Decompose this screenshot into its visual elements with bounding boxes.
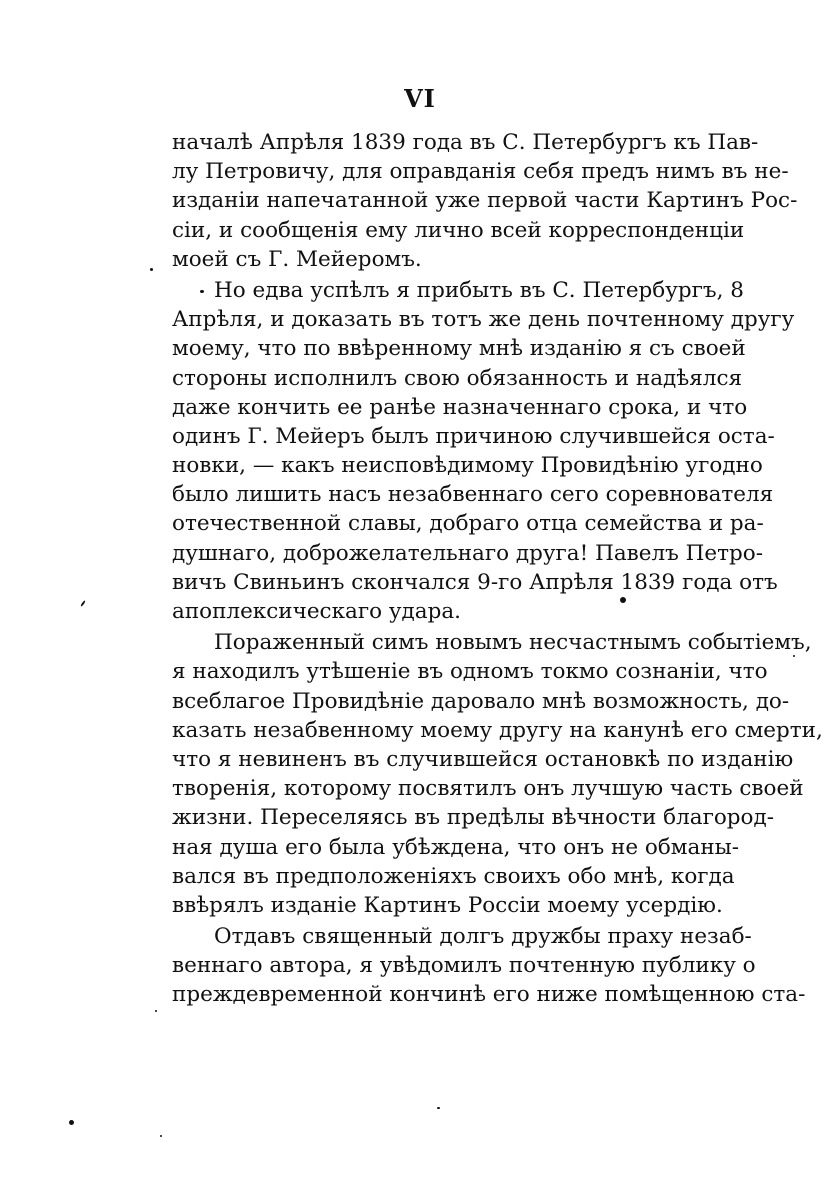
text-line: творенія, которому посвятилъ онъ лучшую часть своей — [172, 776, 804, 802]
text-line: отечественной славы, добраго отца семейства и ра- — [172, 511, 764, 537]
paragraph-3 — [172, 628, 823, 920]
text-line: лу Петровичу, для оправданія себя предъ нимъ въ не- — [172, 159, 789, 185]
paragraph-4 — [172, 922, 806, 1010]
body-text — [172, 128, 823, 1010]
text-line: моему, что по ввѣренному мнѣ изданію я съ своей — [172, 336, 746, 362]
text-line: даже кончить ее ранѣе назначеннаго срока, и что — [172, 394, 748, 420]
text-line: было лишить насъ незабвеннаго сего соревнователя — [172, 482, 774, 508]
ink-speck — [437, 1107, 440, 1109]
ink-speck — [793, 655, 795, 657]
text-line: Пораженный симъ новымъ несчастнымъ событіемъ, — [214, 630, 812, 656]
text-line: что я невиненъ въ случившейся остановкѣ по изданію — [172, 746, 794, 772]
text-line: вался въ предположеніяхъ своихъ обо мнѣ, когда — [172, 863, 735, 889]
text-line: душнаго, доброжелательнаго друга! Павелъ Петро- — [172, 540, 763, 566]
text-line: Апрѣля, и доказать въ тотъ же день почтенному другу — [172, 307, 795, 333]
text-line: апоплексическаго удара. — [172, 599, 462, 624]
text-line: сіи, и сообщенія ему лично всей корреспонденціи — [172, 217, 745, 243]
text-line: жизни. Переселяясь въ предѣлы вѣчности благород- — [172, 805, 774, 831]
ink-speck — [69, 1120, 74, 1125]
text-line: Но едва успѣлъ я прибыть въ С. Петербургъ, 8 — [214, 277, 744, 303]
ink-speck — [160, 1135, 162, 1137]
text-line: всеблагое Провидѣніе даровало мнѣ возможность, до- — [172, 688, 790, 714]
paragraph-2 — [172, 276, 795, 626]
text-line: одинъ Г. Мейеръ былъ причиною случившейся оста- — [172, 423, 775, 449]
page-number: VI — [404, 84, 436, 113]
text-line: Отдавъ священный долгъ дружбы праху незаб- — [214, 924, 752, 950]
text-line: вичъ Свиньинъ скончался 9-го Апрѣля 1839 года отъ — [172, 569, 778, 595]
ink-speck — [620, 597, 626, 603]
text-line: ная душа его была убѣждена, что онъ не обманы- — [172, 834, 740, 860]
text-line: изданіи напечатанной уже первой части Картинъ Рос- — [172, 188, 798, 214]
text-line: стороны исполнилъ свою обязанность и надѣялся — [172, 365, 743, 391]
text-line: преждевременной кончинѣ его ниже помѣщенною ста- — [172, 982, 806, 1008]
text-line: ввѣрялъ изданіе Картинъ Россіи моему усердію. — [172, 892, 723, 918]
ink-speck — [150, 268, 153, 271]
text-line: я находилъ утѣшеніе въ одномъ токмо сознаніи, что — [172, 659, 768, 685]
text-line: казать незабвенному моему другу на канунѣ его смерти, — [172, 717, 823, 743]
text-line: началѣ Апрѣля 1839 года въ С. Петербургъ къ Пав- — [172, 130, 759, 155]
text-line: моей съ Г. Мейеромъ. — [172, 246, 422, 272]
ink-speck — [80, 600, 86, 607]
ink-speck — [155, 1010, 157, 1012]
paragraph-1 — [172, 128, 798, 274]
text-line: веннаго автора, я увѣдомилъ почтенную публику о — [172, 953, 756, 979]
ink-speck — [200, 290, 204, 293]
text-line: новки, — какъ неисповѣдимому Провидѣнію угодно — [172, 453, 763, 479]
